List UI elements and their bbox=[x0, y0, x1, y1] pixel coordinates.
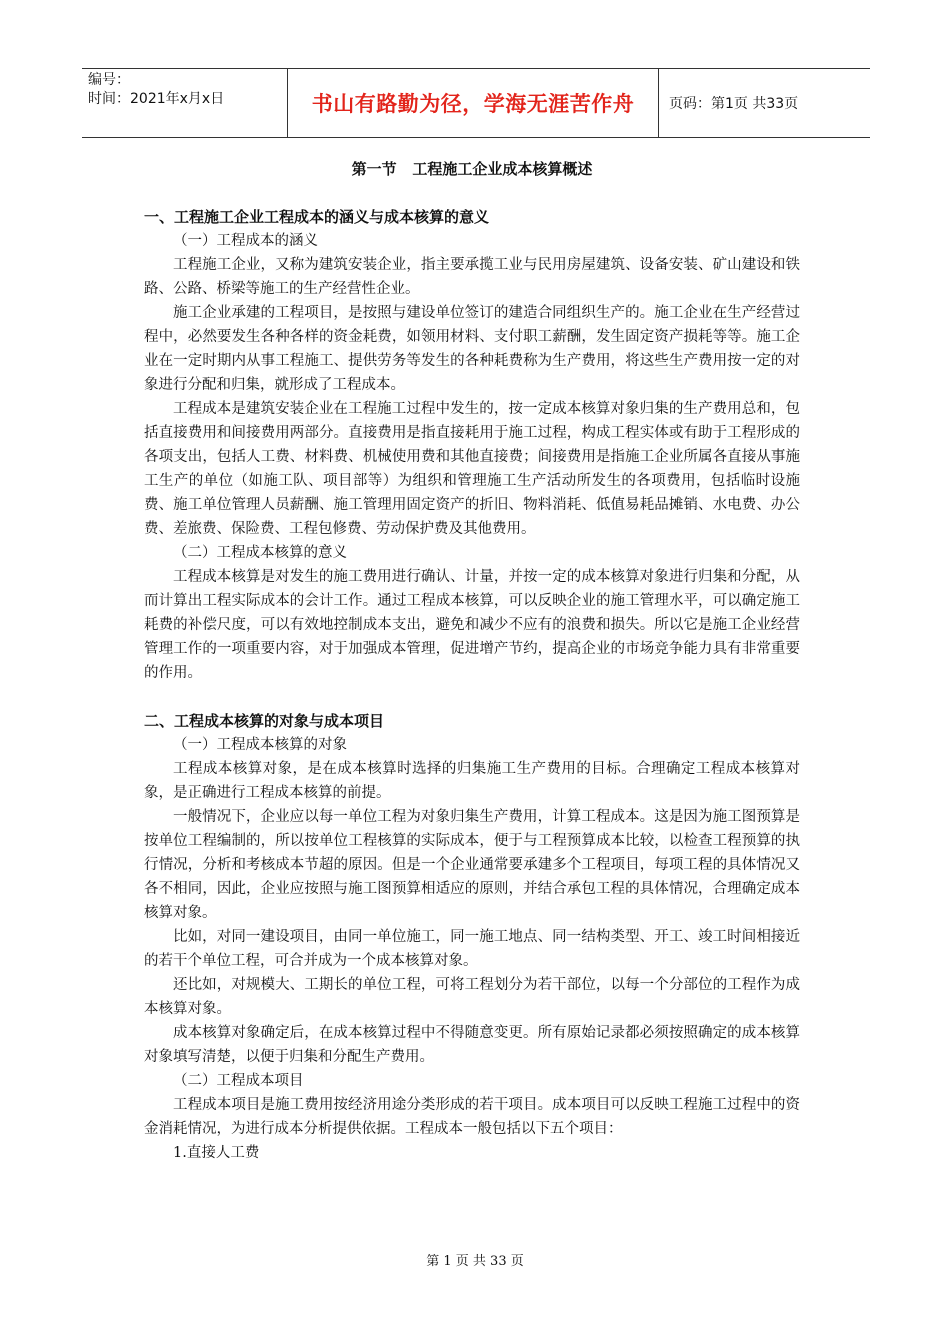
paragraph: 还比如，对规模大、工期长的单位工程，可将工程划分为若干部位，以每一个分部位的工程作为成本核算对象。 bbox=[144, 977, 800, 1017]
paragraph: 成本核算对象确定后，在成本核算过程中不得随意变更。所有原始记录都必须按照确定的成本核算对象填写清楚，以便于归集和分配生产费用。 bbox=[144, 1025, 800, 1065]
subsection-heading: （二）工程成本项目 bbox=[173, 1073, 304, 1089]
paragraph: 一般情况下，企业应以每一单位工程为对象归集生产费用，计算工程成本。这是因为施工图预算是按单位工程编制的，所以按单位工程核算的实际成本，便于与工程预算成本比较，以检查工程预算的执行情况，分析和考核成本节超的原因。但是一个企业通常要承建多个工程项目，每项工程的具体情况又各不相同，因此，企业应按照与施工图预算相适应的原则，并结合承包工程的具体情况，合理确定成本核算对象。 bbox=[144, 809, 800, 921]
subsection-heading: （一）工程成本的涵义 bbox=[173, 233, 318, 249]
paragraph: 工程成本核算对象，是在成本核算时选择的归集施工生产费用的目标。合理确定工程成本核算对象，是正确进行工程成本核算的前提。 bbox=[144, 761, 800, 801]
paragraph: 工程成本项目是施工费用按经济用途分类形成的若干项目。成本项目可以反映工程施工过程中的资金消耗情况，为进行成本分析提供依据。工程成本一般包括以下五个项目： bbox=[144, 1097, 800, 1137]
page-footer: 第 1 页 共 33 页 bbox=[426, 1254, 524, 1269]
header-meta bbox=[82, 69, 288, 137]
section-heading-2: 二、工程成本核算的对象与成本项目 bbox=[144, 712, 385, 730]
list-item: 1.直接人工费 bbox=[173, 1145, 260, 1161]
time-label: 时间：2021年x月x日 bbox=[88, 91, 225, 107]
document-body bbox=[144, 158, 800, 1165]
paragraph: 工程成本是建筑安装企业在工程施工过程中发生的，按一定成本核算对象归集的生产费用总和，包括直接费用和间接费用两部分。直接费用是指直接耗用于施工过程，构成工程实体或有助于工程形成的各项支出，包括人工费、材料费、机械使用费和其他直接费；间接费用是指施工企业所属各直接从事施工生产的单位（如施工队、项目部等）为组织和管理施工生产活动所发生的各项费用，包括临时设施费、施工单位管理人员薪酬、施工管理用固定资产的折旧、物料消耗、低值易耗品摊销、水电费、办公费、差旅费、保险费、工程包修费、劳动保护费及其他费用。 bbox=[144, 401, 800, 537]
paragraph: 工程施工企业，又称为建筑安装企业，指主要承揽工业与民用房屋建筑、设备安装、矿山建设和铁路、公路、桥梁等施工的生产经营性企业。 bbox=[144, 257, 800, 297]
page-header bbox=[82, 68, 870, 138]
subsection-heading: （一）工程成本核算的对象 bbox=[173, 737, 347, 753]
number-label: 编号： bbox=[88, 72, 130, 88]
paragraph: 比如，对同一建设项目，由同一单位施工，同一施工地点、同一结构类型、开工、竣工时间相接近的若干个单位工程，可合并成为一个成本核算对象。 bbox=[144, 929, 800, 969]
subsection-heading: （二）工程成本核算的意义 bbox=[173, 545, 347, 561]
section-heading-1: 一、工程施工企业工程成本的涵义与成本核算的意义 bbox=[144, 208, 490, 226]
paragraph: 施工企业承建的工程项目，是按照与建设单位签订的建造合同组织生产的。施工企业在生产经营过程中，必然要发生各种各样的资金耗费，如领用材料、支付职工薪酬，发生固定资产损耗等等。施工企业在一定时期内从事工程施工、提供劳务等发生的各种耗费称为生产费用，将这些生产费用按一定的对象进行分配和归集，就形成了工程成本。 bbox=[144, 305, 800, 393]
page-title: 第一节 工程施工企业成本核算概述 bbox=[351, 160, 593, 178]
header-motto: 书山有路勤为径，学海无涯苦作舟 bbox=[288, 69, 659, 137]
header-page-label: 页码：第1页 共33页 bbox=[669, 96, 799, 112]
paragraph: 工程成本核算是对发生的施工费用进行确认、计量，并按一定的成本核算对象进行归集和分配，从而计算出工程实际成本的会计工作。通过工程成本核算，可以反映企业的施工管理水平，可以确定施工耗费的补偿尺度，可以有效地控制成本支出，避免和减少不应有的浪费和损失。所以它是施工企业经营管理工作的一项重要内容，对于加强成本管理，促进增产节约，提高企业的市场竞争能力具有非常重要的作用。 bbox=[144, 569, 800, 681]
